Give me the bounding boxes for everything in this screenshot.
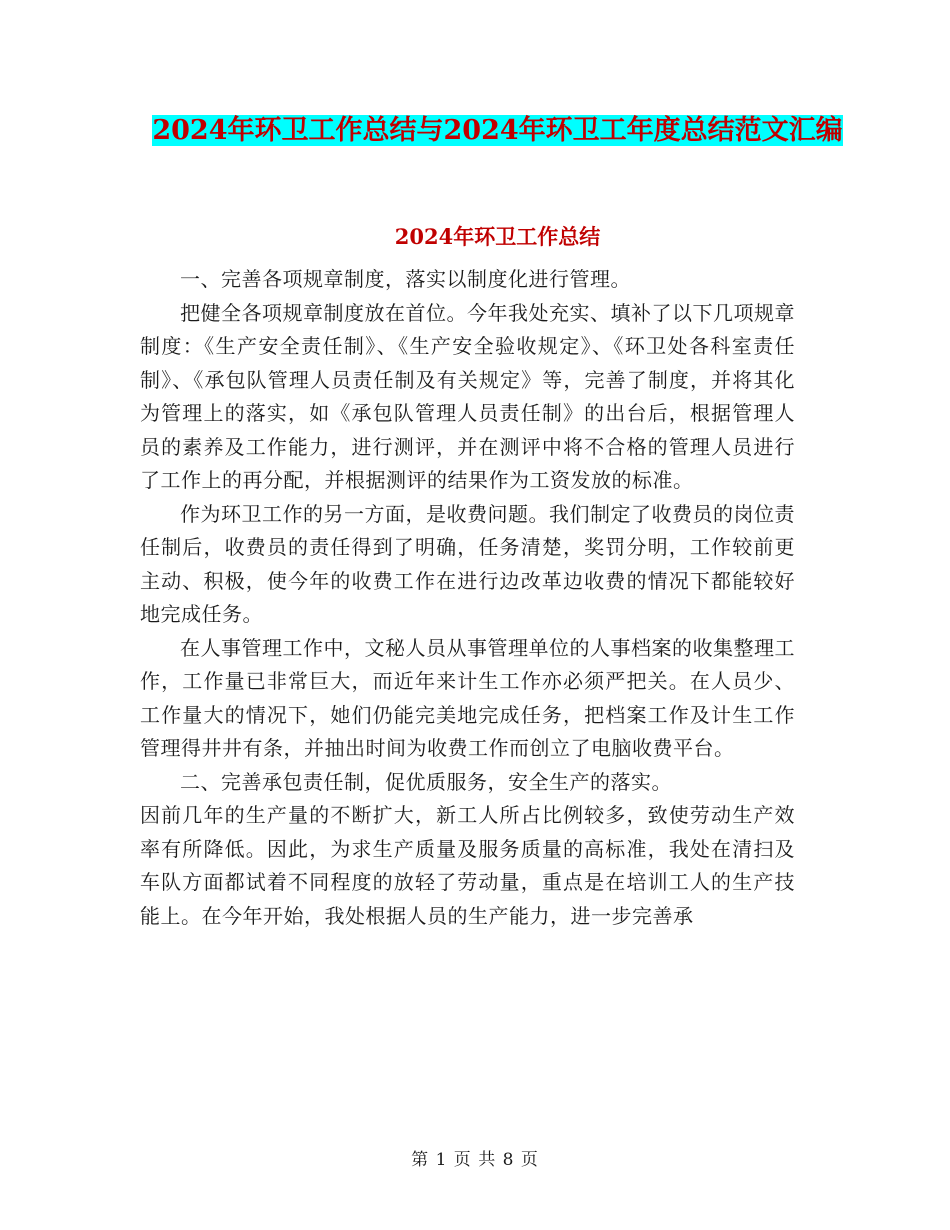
document-title-text: 2024年环卫工作总结与2024年环卫工年度总结范文汇编 <box>152 115 843 146</box>
document-body <box>140 263 795 933</box>
section-title: 2024年环卫工作总结 <box>394 224 601 249</box>
page-number-footer: 第 1 页 共 8 页 <box>411 1150 539 1170</box>
paragraph-heading-1: 一、完善各项规章制度，落实以制度化进行管理。 <box>180 267 631 291</box>
document-title <box>140 108 855 154</box>
paragraph: 把健全各项规章制度放在首位。今年我处充实、填补了以下几项规章制度：《生产安全责任制》、《生产安全验收规定》、《环卫处各科室责任制》、《承包队管理人员责任制及有关规定》等，完善了制度，并将其化为管理上的落实，如《承包队管理人员责任制》的出台后，根据管理人员的素养及工作能力，进行测评，并在测评中将不合格的管理人员进行了工作上的再分配，并根据测评的结果作为工资发放的标准。 <box>140 300 795 492</box>
paragraph-heading-2: 二、完善承包责任制，促优质服务，安全生产的落实。 <box>180 769 672 794</box>
paragraph: 因前几年的生产量的不断扩大，新工人所占比例较多，致使劳动生产效率有所降低。因此，为求生产质量及服务质量的高标准，我处在清扫及车队方面都试着不同程度的放轻了劳动量，重点是在培训工人的生产技能上。在今年开始，我处根据人员的生产能力，进一步完善承 <box>140 803 795 928</box>
paragraph: 作为环卫工作的另一方面，是收费问题。我们制定了收费员的岗位责任制后，收费员的责任得到了明确，任务清楚，奖罚分明，工作较前更主动、积极，使今年的收费工作在进行边改革边收费的情况下都能较好地完成任务。 <box>140 501 795 626</box>
paragraph: 在人事管理工作中，文秘人员从事管理单位的人事档案的收集整理工作，工作量已非常巨大，而近年来计生工作亦必须严把关。在人员少、工作量大的情况下，她们仍能完美地完成任务，把档案工作及计生工作管理得井井有条，并抽出时间为收费工作而创立了电脑收费平台。 <box>140 635 795 760</box>
